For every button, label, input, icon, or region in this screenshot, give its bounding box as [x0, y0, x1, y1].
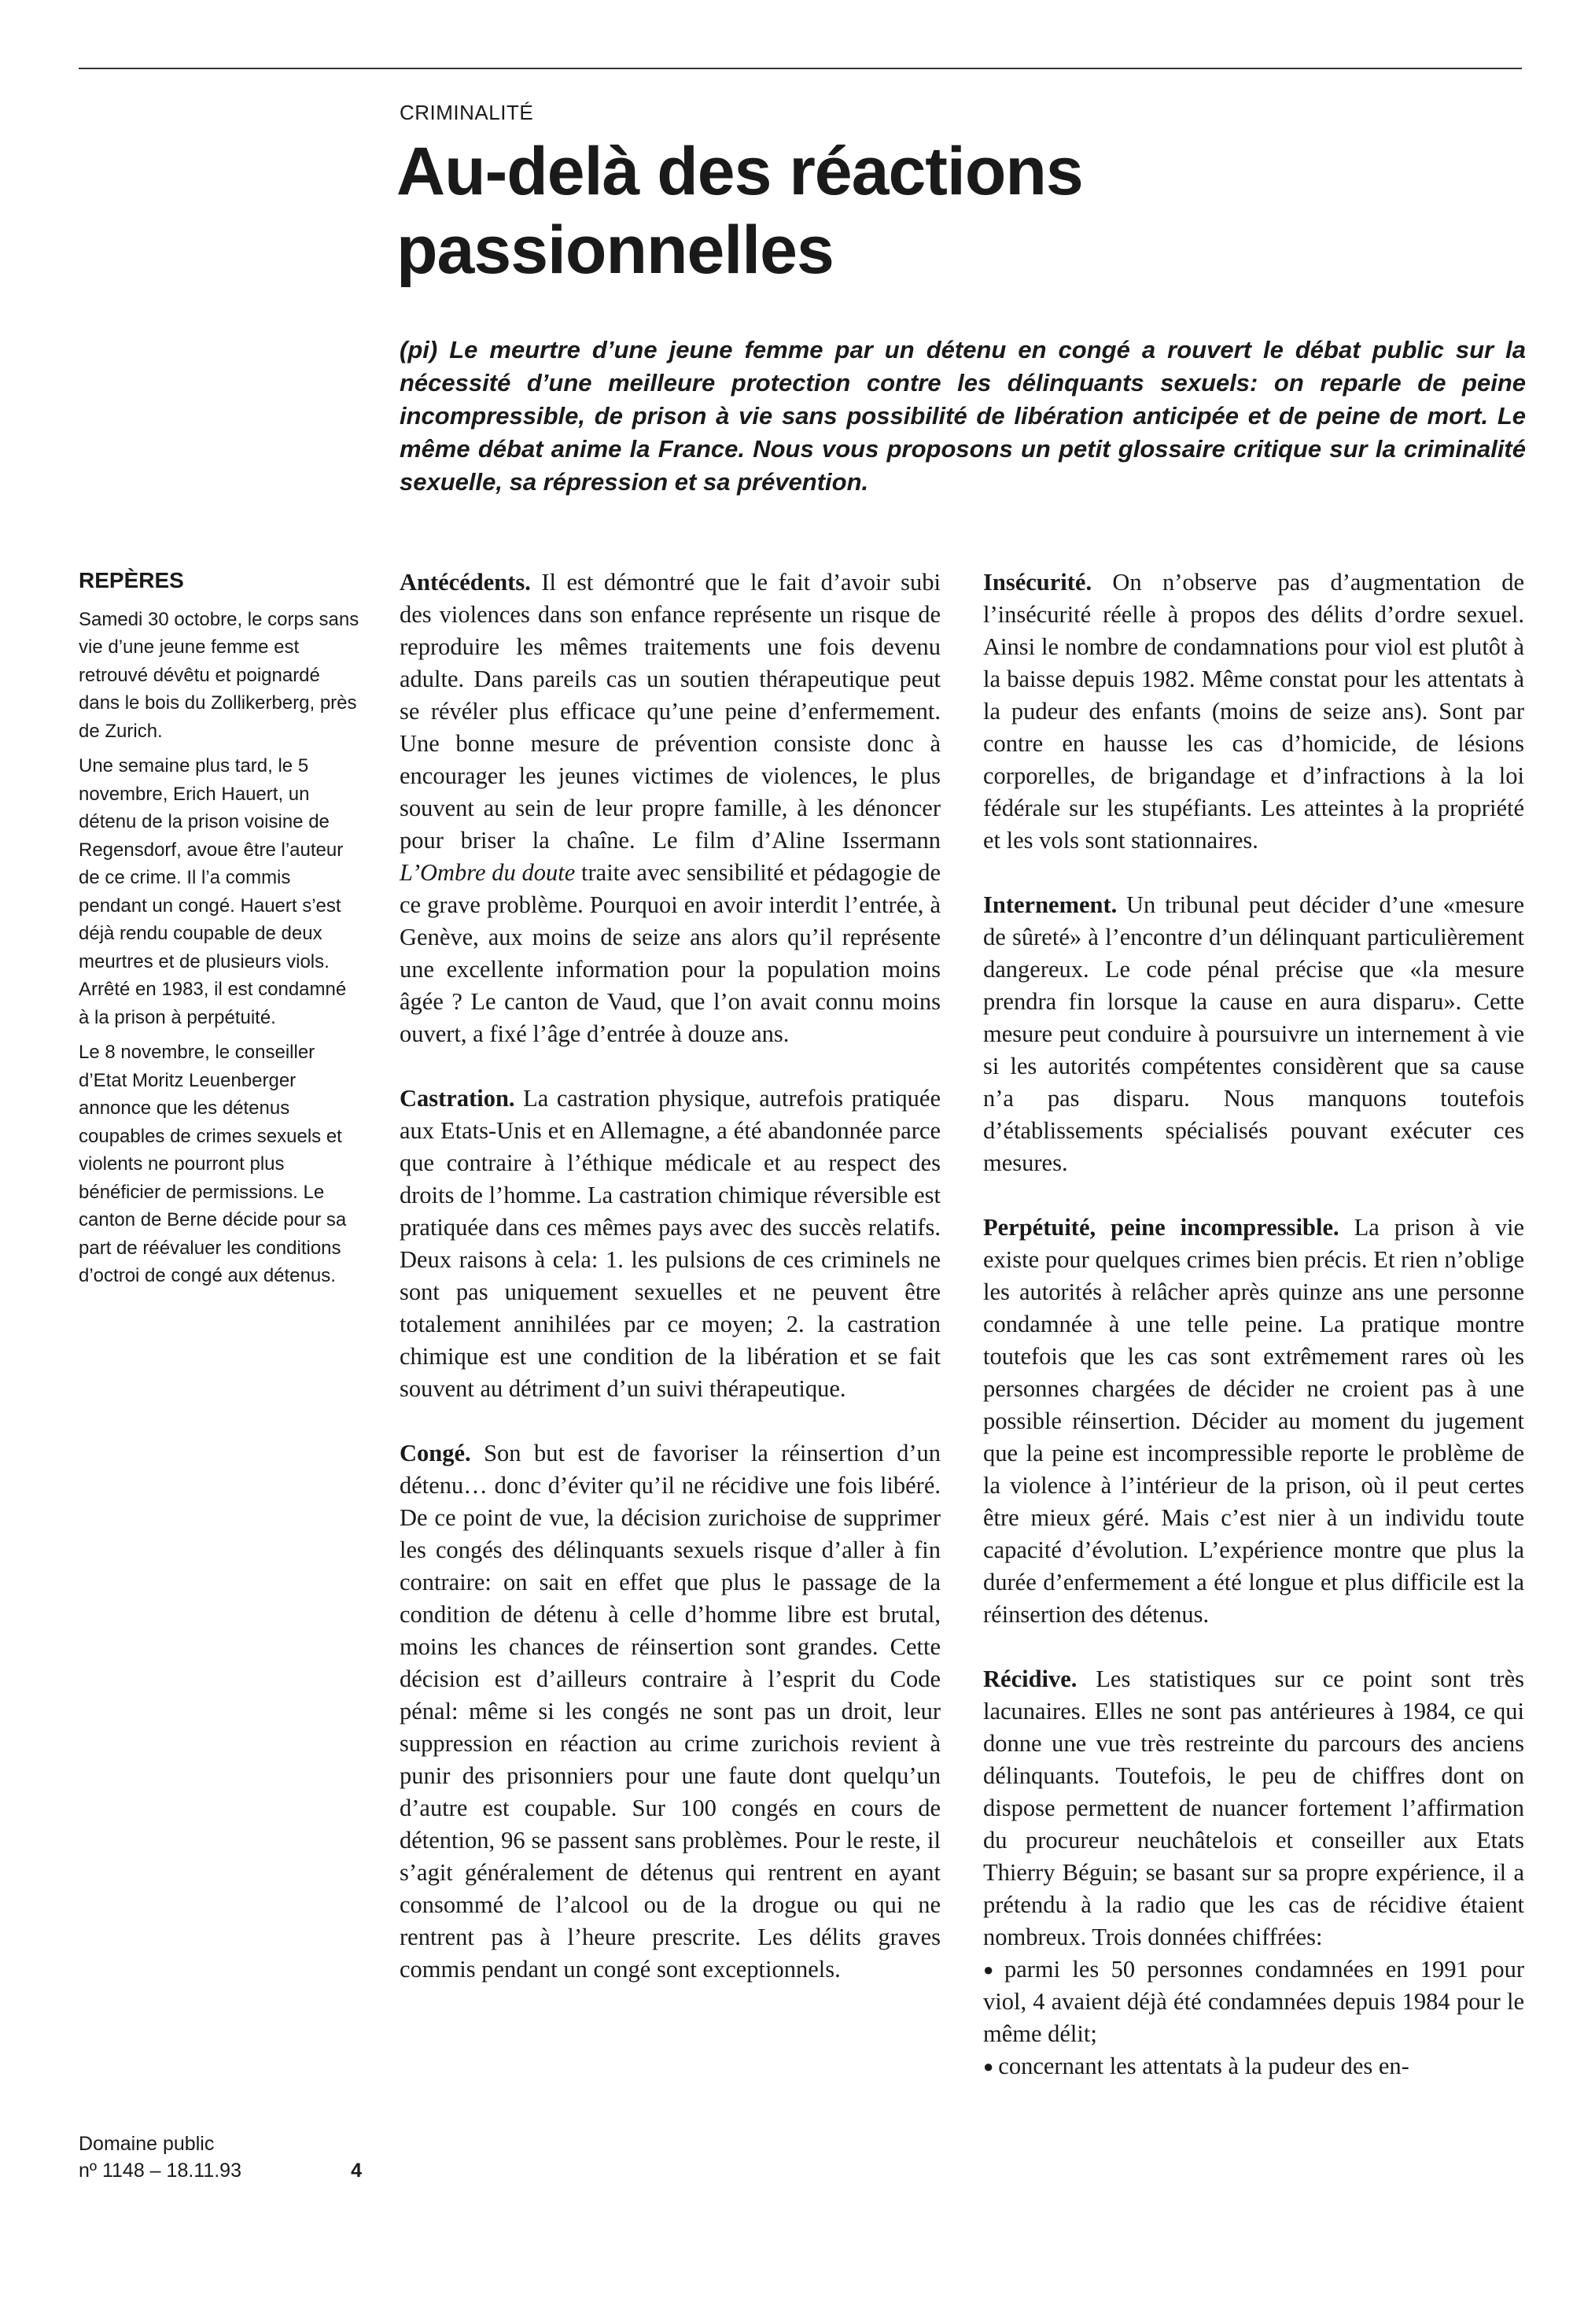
entry-text: traite avec sensibilité et pédagogie de ce grave problème. Pourquoi en avoir interdit l’entrée, à Genève, aux moins de seize ans alors qu’il représente une excellente information pour la population moins âgée ? Le canton de Vaud, que l’on avait connu moins ouvert, a fixé l’âge d’entrée à douze ans.	[400, 859, 941, 1047]
issue-info: nº 1148 – 18.11.93	[79, 2160, 241, 2182]
text-column-2	[983, 566, 1524, 2082]
entry-castration	[400, 1083, 941, 1405]
entry-text: La castration physique, autrefois pratiquée aux Etats-Unis et en Allemagne, a été abandonnée parce que contraire à l’éthique médicale et au respect des droits de l’homme. La castration chimique réversible est pratiquée dans ces mêmes pays avec des succès relatifs. Deux raisons à cela: 1. les pulsions de ces criminels ne sont pas uniquement sexuelles et ne peuvent être totalement annihilées par ce moyen; 2. la castration chimique est une condition de la libération et se fait souvent au détriment d’un suivi thérapeutique.	[400, 1085, 941, 1402]
entry-heading: Congé.	[400, 1440, 471, 1466]
entry-internement	[983, 889, 1524, 1179]
top-rule	[79, 68, 1522, 69]
entry-text: Un tribunal peut décider d’une «mesure de sûreté» à l’encontre d’un délinquant particulièrement dangereux. Le code pénal précise que «la mesure prendra fin lorsque la cause en aura disparu». Cette mesure peut conduire à poursuivre un internement à vie si les autorités compétentes considèrent que sa cause n’a pas disparu. Nous manquons toutefois d’établissements spécialisés pouvant exécuter ces mesures.	[983, 891, 1524, 1176]
entry-heading: Perpétuité, peine incompressible.	[983, 1214, 1339, 1241]
entry-heading: Insécurité.	[983, 569, 1092, 596]
entry-recidive	[983, 1663, 1524, 1953]
film-title: L’Ombre du doute	[400, 859, 576, 886]
entry-heading: Castration.	[400, 1085, 515, 1112]
entry-heading: Antécédents.	[400, 569, 531, 596]
recidive-bullet-2: ● concernant les attentats à la pudeur des en-	[983, 2050, 1524, 2082]
entry-text: La prison à vie existe pour quelques crimes bien précis. Et rien n’oblige les autorités à relâcher après quinze ans une personne condamnée à une telle peine. La pratique montre toutefois que les cas sont extrêmement rares où les personnes chargées de décider ne croient pas à une possible réinsertion. Décider au moment du jugement que la peine est incompressible reporte le problème de la violence à l’intérieur de la prison, où il peut certes être mieux géré. Mais c’est nier à un individu toute capacité d’évolution. L’expérience montre que plus la durée d’enfermement a été longue et plus difficile est la réinsertion des détenus.	[983, 1214, 1524, 1628]
entry-text: Son but est de favoriser la réinsertion d’un détenu… donc d’éviter qu’il ne récidive une fois libéré. De ce point de vue, la décision zurichoise de supprimer les congés des délinquants sexuels risque d’aller à fin contraire: on sait en effet que plus le passage de la condition de détenu à celle d’homme libre est brutal, moins les chances de réinsertion sont grandes. Cette décision est d’ailleurs contraire à l’esprit du Code pénal: même si les congés ne sont pas un droit, leur suppression en réaction au crime zurichois revient à punir des prisonniers pour une faute dont quelqu’un d’autre est coupable. Sur 100 congés en cours de détention, 96 se passent sans problèmes. Pour le reste, il s’agit généralement de détenus qui rentrent en ayant consommé de l’alcool ou de la drogue ou qui ne rentrent pas à l’heure prescrite. Les délits graves commis pendant un congé sont exceptionnels.	[400, 1440, 941, 1983]
recidive-bullet-1: ● parmi les 50 personnes condamnées en 1991 pour viol, 4 avaient déjà été condamnées depuis 1984 pour le même délit;	[983, 1953, 1524, 2050]
sidebar-paragraph: Samedi 30 octobre, le corps sans vie d’une jeune femme est retrouvé dévêtu et poignardé dans le bois du Zollikerberg, près de Zurich.	[79, 608, 359, 742]
entry-heading: Internement.	[983, 891, 1118, 918]
entry-text: On n’observe pas d’augmentation de l’insécurité réelle à propos des délits d’ordre sexuel. Ainsi le nombre de condamnations pour viol est plutôt à la baisse depuis 1982. Même constat pour les attentats à la pudeur des enfants (moins de seize ans). Sont par contre en hausse les cas d’homicide, de lésions corporelles, de brigandage et d’infractions à la loi fédérale sur les stupéfiants. Les atteintes à la propriété et les vols sont stationnaires.	[983, 569, 1524, 854]
entry-perpetuite	[983, 1212, 1524, 1631]
section-kicker: CRIMINALITÉ	[400, 101, 534, 124]
entry-conge	[400, 1437, 941, 1986]
sidebar-title: REPÈRES	[79, 568, 184, 592]
sidebar-paragraph: Une semaine plus tard, le 5 novembre, Erich Hauert, un détenu de la prison voisine de Regensdorf, avoue être l’auteur de ce crime. Il l’a commis pendant un congé. Hauert s’est déjà rendu coupable de deux meurtres et de plusieurs viols. Arrêté en 1983, il est condamné à la prison à perpétuité.	[79, 755, 347, 1028]
text-column-1	[400, 566, 941, 2018]
article-lead: (pi) Le meurtre d’une jeune femme par un détenu en congé a rouvert le débat public sur la nécessité d’une meilleure protection contre les délinquants sexuels: on reparle de peine incompressible, de prison à vie sans possibilité de libération anticipée et de peine de mort. Le même débat anime la France. Nous vous proposons un petit glossaire critique sur la criminalité sexuelle, sa répression et sa prévention.	[400, 336, 1526, 496]
entry-heading: Récidive.	[983, 1666, 1078, 1692]
publication-name: Domaine public	[79, 2133, 215, 2155]
article-title: Au-delà des réactions passionnelles	[396, 134, 1083, 288]
entry-insecurite	[983, 566, 1524, 857]
page-footer	[79, 2130, 393, 2184]
page-number: 4	[351, 2160, 362, 2182]
entry-text: Il est démontré que le fait d’avoir subi des violences dans son enfance représente un risque de reproduire les mêmes traitements une fois devenu adulte. Dans pareils cas un soutien thérapeutique peut se révéler plus efficace qu’une peine d’enfermement. Une bonne mesure de prévention consiste donc à encourager les jeunes victimes de violences, le plus souvent au sein de leur propre famille, à les dénoncer pour briser la chaîne. Le film d’Aline Issermann	[400, 569, 941, 854]
entry-text: Les statistiques sur ce point sont très lacunaires. Elles ne sont pas antérieures à 1984, ce qui donne une vue très restreinte du parcours des anciens délinquants. Toutefois, le peu de chiffres dont on dispose permettent de nuancer fortement l’affirmation du procureur neuchâtelois et conseiller aux Etats Thierry Béguin; se basant sur sa propre expérience, il a prétendu à la radio que les cas de récidive étaient nombreux. Trois données chiffrées:	[983, 1666, 1524, 1950]
sidebar-paragraph: Le 8 novembre, le conseiller d’Etat Moritz Leuenberger annonce que les détenus coupables de crimes sexuels et violents ne pourront plus bénéficier de permissions. Le canton de Berne décide pour sa part de réévaluer les conditions d’octroi de congé aux détenus.	[79, 1042, 347, 1286]
reperes-sidebar	[79, 566, 362, 1297]
entry-antecedents	[400, 566, 941, 1050]
